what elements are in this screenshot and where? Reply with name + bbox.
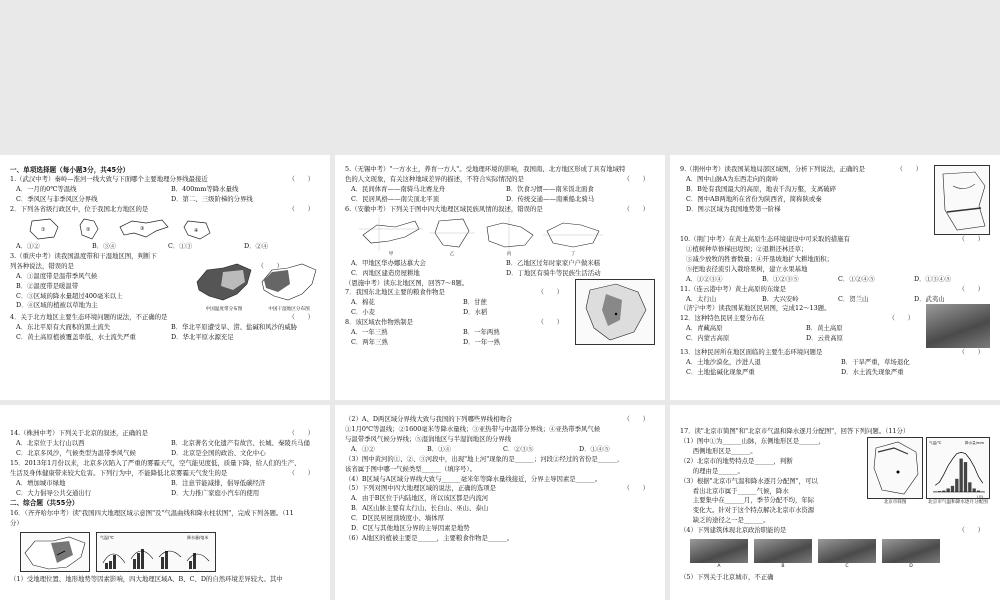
precip-bar [973,488,976,492]
page-2: 5.（无锡中考）"一方水土，养育一方人"。受地理环境的影响，我国南、北方地区形成了具有地域特 色的人文现象，有关这种地域差异的描述，不符合实际情况的是 （ ） A．民间体育——南骑马北赛龙舟 B．饮食习惯——南米饭北面食 C．民居风格——南尖顶北平顶 D．传统交通——南乘船北骑马 6.（安徽中考）下列关于图中四大地理区域民族风情的叙述，错误的是 （ ） 甲 乙 丙 丁 A．甲地区华办娜达慕大会 B．乙地区过年时家家户户做米糕 C．丙地区建造房屋耕地 D．丁地区有骑牛等民族生活活动 （恩施中考）读东北地区图，回答7～8题。 7．我国东北地区主要的粮食作物是 （ ） A．棉花 B．甘蔗 C．小麦 D．水稻 8．该区域农作物熟制是 （ ） A．一年三熟 B．一年两熟 C．两年三熟 D．一年一熟 [335,155,665,400]
statement: ③减少放牧的牲畜数量；④开垦坡地扩大耕地面积； [686,254,833,263]
page-4: 14.（株洲中考）下列关于北京的叙述，正确的是 （ ） A．北京位于太行山以西 B．北京著名文化遗产有故宫、长城、秦陵兵马俑 C．北京多风沙，气候类型为温带季风气候 D．北京是全国的政治、文化中心 15．2013年1月份以来，北京多次陷入了严重的雾霾天气，空气能见度低，质量下降，给人们的生产、 生活及身体健康带来较大危害。下列行为中，不能降低北京雾霾天气发生的是 （ ） A．增加城市绿地 B．注意节能减排，倡导低碳经济 C．大力倡导公共交通出行 D．大力推广家庭小汽车的使用 二、综合题（共55分） 16．（齐齐哈尔中考）读"我国四大地理区域示意图"及"气温曲线和降水柱状图"，完成下列各题。（11 分） 气温/℃ 降水量/毫米 （1）受地理位置、地形地势等因素影响，四大地理区域A、B、C、D的自然环境差异较大。其中 [0,405,330,600]
option[interactable]: C．丙地区建造房屋耕地 [351,268,420,277]
svg-text:③: ③ [140,225,145,232]
question-16: 16．（齐齐哈尔中考）读"我国四大地理区域示意图"及"气温曲线和降水柱状图"，完成下列各题。（11 [10,508,294,517]
option[interactable]: A．由于B区位于内陆地区，所以该区都是内流河 [351,494,489,503]
question-6: 6.（安徽中考）下列关于图中四大地理区域民族风情的叙述，错误的是 （ ） [345,204,649,213]
question-8: 8．该区域农作物熟制是 （ ） [345,318,563,327]
option[interactable]: C．②③⑤ [503,444,534,453]
question-3: 3.（重庆中考）读我国温度带和干湿地区图，判断下 列各种说法，错误的是 （ ） A．①温度带是温带季风气候 B．②温度带是暖温带 C．③区域的降水量超过400毫米以上 D．④区域的植被以草地为主 中国温度带分布图 中国干湿地区分布图 [10,252,320,313]
q2-options [10,242,320,252]
building-photo-b[interactable] [754,539,812,563]
option[interactable]: C．③区域的降水量超过400毫米以上 [16,291,123,300]
option[interactable]: D．水稻 [463,308,488,317]
option[interactable]: B．华北平原遭受旱、涝、盐碱和风沙的威胁 [171,322,298,331]
option[interactable]: B．A区山脉主要有太行山、长白山、巫山、泰山 [351,504,489,513]
q13-options [680,358,990,378]
option[interactable]: D．①④⑤ [579,444,610,453]
option[interactable]: B．400mm等降水量线 [171,185,239,194]
q6-options [345,259,655,279]
svg-text:降水量/毫米: 降水量/毫米 [187,534,209,540]
northeast-region-map [575,279,655,345]
building-photo-a[interactable] [690,539,748,563]
option[interactable]: A．一年三熟 [351,328,388,337]
question-11: 11.（连云港中考）黄土高原的东缘是 （ ） [680,284,984,293]
question-5: 5.（无锡中考）"一方水土，养育一方人"。受地理环境的影响，我国南、北方地区形成了具有地域特 [345,165,626,173]
statement: 与温带季风气候分界线；⑤湿润地区与半湿润地区的分界线 [345,434,512,443]
option[interactable]: D．水土流失现象严重 [841,368,904,377]
fill-blank[interactable]: 该省属于图中哪一气候类型______（填序号）。 [345,464,477,473]
question-15: 15．2013年1月份以来，北京多次陷入了严重的雾霾天气，空气能见度低，质量下降，给人们的生产、 [10,458,301,467]
section-heading-2: 二、综合题（共55分） [10,499,79,508]
precip-bar [964,462,967,492]
fill-blank[interactable]: 的理由是______。 [680,466,744,475]
province-outline-2 [70,217,110,241]
building-photo-d[interactable] [882,539,940,563]
question-16-2: （2）A、D两区域分界线大致与我国的下列哪些界线相吻合 （ ） [345,415,649,423]
precip-bar [955,479,958,492]
option[interactable]: D．云贵高原 [806,334,844,343]
option[interactable]: B．②温度带是暖温带 [16,281,79,290]
precip-bar [960,458,963,491]
option[interactable]: B．注意节能减排，倡导低碳经济 [171,478,266,487]
option[interactable]: C．小麦 [351,308,376,317]
option[interactable]: B．饮食习惯——南米饭北面食 [506,184,594,193]
building-photos: A B C D [680,539,990,570]
region-map-yi [429,217,475,251]
question-4: 4．关于北方地区主要生态环境问题的说法，不正确的是 （ ） [10,312,314,321]
four-region-map [20,532,90,572]
option[interactable]: D．②④ [244,241,269,250]
q14-options [10,439,320,459]
option[interactable]: A．北京位于太行山以西 [16,438,85,447]
option[interactable]: A．棉花 [351,298,375,307]
question-16-5: （5）下列对图中四大地理区域的说法，正确的选项是 （ ） [345,484,649,493]
option[interactable]: D．①③④⑤ [914,274,952,283]
option[interactable]: B．乙地区过年时家家户户做米糕 [506,258,601,267]
question-7: 7．我国东北地区主要的粮食作物是 （ ） [345,288,563,297]
option[interactable]: A．土地沙漠化，沙进人退 [686,358,761,367]
option[interactable]: D．武夷山 [914,294,945,303]
option[interactable]: B．①②③⑤ [762,274,799,283]
precip-bar [951,486,954,492]
q15-options [10,479,320,499]
svg-text:气温/℃: 气温/℃ [929,440,942,445]
page-5 [335,405,665,600]
option[interactable]: A．图中山脉A为东西走向的南岭 [686,174,779,183]
question-10: 10.（荆门中考）在黄土高原生态环境建设中可采取的措施有 （ ） [680,235,984,243]
province-outlines [10,217,320,241]
q10-options [680,275,990,285]
q12-options [680,324,920,344]
q7-options [345,298,569,318]
province-outline-4 [178,217,218,241]
cave-dwelling-photo [926,304,990,348]
option[interactable]: B．③④ [92,241,116,250]
statement: ⑤把地表径流引入栽培果树，建立水果基地 [686,264,808,273]
province-outline-1 [24,217,64,241]
question-16-6[interactable]: （6）A地区的植被主要是______，主要粮食作物是______。 [345,534,514,543]
option[interactable]: D．一年一熟 [463,338,501,347]
option[interactable]: D．北京是全国的政治、文化中心 [171,448,266,457]
beijing-map [867,437,923,499]
statement: ①植树种草修梯田堤坝；②退耕还林还草； [686,244,808,253]
question-16-1: （1）受地理位置、地形地势等因素影响，四大地理区域A、B、C、D的自然环境差异较大。其中 [10,574,283,583]
svg-text:④: ④ [194,227,199,234]
question-16-4[interactable]: （4）B区域与A区域分界线大致与______毫米年等降水量线接近，分界主导因素是______。 [345,474,602,483]
fill-blank[interactable]: （1）图中①为______山脉，东侧地形区是______， [680,436,825,445]
option[interactable]: A．①② [351,444,375,453]
option[interactable]: C．①③ [168,241,193,250]
option[interactable]: C．季风区与非季风区分界线 [16,195,98,204]
option[interactable]: C．土地盐碱化现象严重 [686,368,755,377]
option[interactable]: A．太行山 [686,294,717,303]
statement: （3）根据"北京市气温和降水逐月分配图"，可以 [680,476,818,485]
option[interactable]: C．D区民居屋顶坡度小、墙体厚 [351,514,445,523]
option[interactable]: B．北京著名文化遗产有故宫、长城、秦陵兵马俑 [171,438,310,447]
temperature-zone-map [193,260,255,306]
option[interactable]: C．民居风格——南尖顶北平顶 [351,194,439,203]
option[interactable]: A．青藏高原 [686,324,723,333]
question-14: 14.（株洲中考）下列关于北京的叙述，正确的是 （ ） [10,429,314,437]
option[interactable]: C．大力倡导公共交通出行 [16,488,92,497]
local-region-map [934,165,990,235]
q4-options [10,323,320,343]
svg-text:降水量/mm: 降水量/mm [965,440,984,445]
building-photo-c[interactable] [818,539,876,563]
question-17: 17．读"北京市简图"和"北京市气温和降水逐月分配图"，回答下列问题。（11分） [680,427,910,435]
province-outline-3 [116,217,172,241]
option[interactable]: B．大兴安岭 [762,294,799,303]
question-12: 12．这种特色民居主要分布在 （ ） [680,314,914,323]
option[interactable]: B．一年两熟 [463,328,500,337]
temperature-line [935,452,983,485]
precip-bar [968,482,971,492]
climate-charts [96,532,216,572]
precip-bar [947,488,950,492]
svg-text:气温/℃: 气温/℃ [100,534,114,540]
section-heading: 一、单项选择题（每小题3分，共45分） [10,166,130,174]
beijing-climate-chart [926,437,990,499]
option[interactable]: C．北京多风沙，气候类型为温带季风气候 [16,448,136,457]
option[interactable]: D．传统交通——南乘船北骑马 [506,194,595,203]
question-1: 1.（武汉中考）秦岭—淮河一线大致与下面哪个主要地理分界线最接近 （ ） [10,175,314,184]
option[interactable]: D．大力推广家庭小汽车的使用 [171,488,260,497]
fill-blank[interactable]: 看出北京市属于______气候，降水 [680,486,789,495]
option[interactable]: A．①②③④ [686,274,723,283]
option[interactable]: D．华北平原水源充足 [171,332,234,341]
option[interactable]: C．贺兰山 [838,294,869,303]
page-6: 17．读"北京市简图"和"北京市气温和降水逐月分配图"，回答下列问题。（11分） （1）图中①为______山脉，东侧地形区是______， 西侧地形区是______。 （2）北京市的地势特点是______，判断 的理由是______。 （3）根据"北京市气温和降水逐月分配图"，可以 看出北京市属于______气候，降水 主要集中在______月，季节分配不均，年际 变化大。针对于这个特点解决北京市水资源 缺乏的途径之一是______。 北京市简图 气温/℃ 降水量/mm (月) 北京市气温和降水逐月分配图 （4）下列建筑体现北京政治职能的是 （ ） A B C D （5）下列关于北京城市，不正确 [670,405,1000,600]
option[interactable]: B．黄土高原 [806,324,843,333]
region-map-bing [481,217,537,251]
instruction-12-13: （济宁中考）读我国某地区民居图，完成12～13题。 [680,304,831,313]
svg-text:②: ② [86,226,91,233]
q16-figures [10,532,320,572]
option[interactable]: B．干旱严重，草场退化 [841,358,910,367]
option[interactable]: A．甲地区华办娜达慕大会 [351,258,426,267]
option[interactable]: A．一月的0℃等温线 [16,185,77,194]
fill-blank[interactable]: 缺乏的途径之一是______。 [680,516,770,525]
option[interactable]: C．黄土高原植被覆盖率低，水土流失严重 [16,332,136,341]
option[interactable]: B．①④ [427,444,451,453]
four-region-maps: 甲 乙 丙 丁 [345,217,655,258]
option[interactable]: B．甘蔗 [463,298,487,307]
option[interactable]: D．丁地区有骑牛等民族生活活动 [506,268,601,277]
option[interactable]: A．①② [16,241,40,250]
question-9: 9.（荆州中考）读我国某地局部区域图，分析下列说法，正确的是 （ ） [680,165,922,173]
svg-text:(月): (月) [977,494,984,499]
region-map-ding [543,217,603,251]
option[interactable]: C．两年三熟 [351,338,388,347]
fill-blank[interactable]: （2）北京市的地势特点是______，判断 [680,456,793,465]
option[interactable]: C．图中AB两地所在省份为陕西省，简称陕或秦 [686,194,822,203]
q8-options [345,328,569,348]
option[interactable]: A．增加城市绿地 [16,478,66,487]
region-map-jia [359,217,423,251]
option[interactable]: D．C区与其他地区分界的主导因素是地势 [351,524,470,533]
question-16-3[interactable]: （3）图中黄河的①、②、③河段中，出现"地上河"现象的是______；河段②经过的省份是______， [345,454,624,463]
option[interactable]: D．④区域的植被以草地为主 [16,301,98,310]
option[interactable]: B．B处有我国最大的高原，地表千沟万壑，支离破碎 [686,184,836,193]
page-3 [670,155,1000,400]
q16-2-options [345,445,655,455]
option[interactable]: D．第二、三级阶梯的分界线 [171,195,253,204]
option[interactable]: A．东北平原有大面积的黑土流失 [16,322,111,331]
q1-options [10,185,320,205]
fill-blank[interactable]: 西侧地形区是______。 [680,446,757,455]
instruction-7-8: （恩施中考）读东北地区图，回答7～8题。 [345,278,469,287]
option[interactable]: A．①温度带是温带季风气候 [16,271,98,280]
option[interactable]: C．①②④⑤ [838,274,875,283]
question-13: 13．这种民居所在地区面临的主要生态环境问题是 （ ） [680,348,984,357]
option[interactable]: D．图示区域为我国地势第一阶梯 [686,204,781,213]
option[interactable]: A．民间体育——南骑马北赛龙舟 [351,184,446,193]
option[interactable]: C．内蒙古高原 [686,334,730,343]
fill-blank[interactable]: 主要集中在______月，季节分配不均，年际 [680,496,815,505]
q11-options [680,295,990,305]
statement: ①1月0℃等温线；②1600毫米等降水量线；③亚热带与中温带分界线；④亚热带季风气候 [345,424,601,433]
page-1 [0,155,330,400]
question-2: 2．下列各省级行政区中，位于我国北方地区的是 （ ） [10,204,314,213]
q5-options [345,185,655,205]
statement: 变化大。针对于这个特点解决北京市水资源 [680,506,815,515]
svg-text:①: ① [41,226,46,233]
